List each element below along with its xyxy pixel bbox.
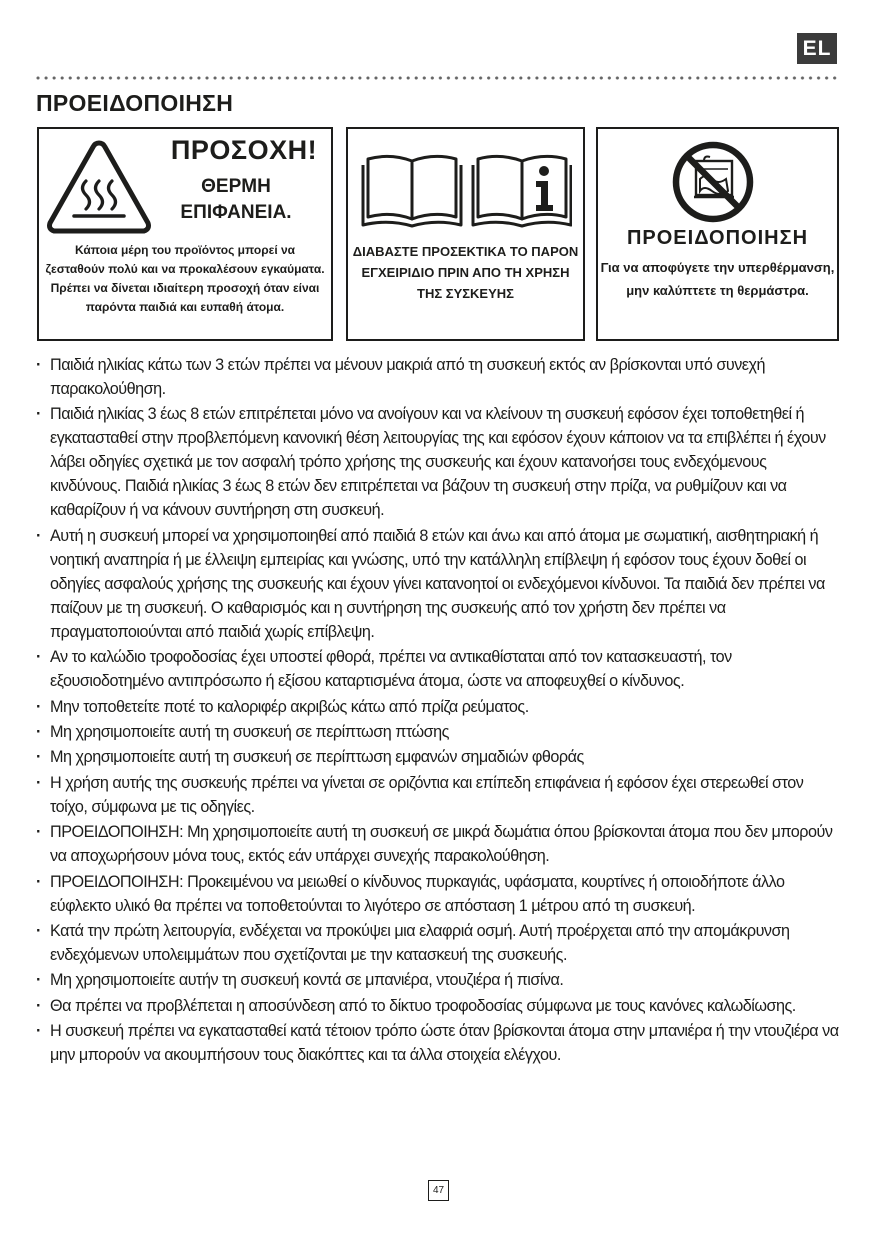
hot-surface-title: ΠΡΟΣΟΧΗ! <box>170 135 318 165</box>
warning-item: · Αν το καλώδιο τροφοδοσίας έχει υποστεί φθορά, πρέπει να αντικαθίσταται από τον κατασκευαστή, τον εξουσιοδοτημένο αντιπρόσωπο ή εξίσου καταρτισμένα άτομα, ώστε να αποφευχθεί ο κίνδυνος. <box>36 645 841 693</box>
do-not-cover-icon <box>670 139 756 225</box>
hot-surface-warning-icon <box>44 137 154 237</box>
hot-surface-subtitle <box>151 174 321 226</box>
do-not-cover-panel <box>596 127 839 341</box>
language-badge: EL <box>797 33 837 64</box>
warning-item: · Παιδιά ηλικίας κάτω των 3 ετών πρέπει να μένουν μακριά από τη συσκευή εκτός αν βρίσκονται υπό συνεχή παρακολούθηση. <box>36 353 841 401</box>
do-not-cover-title: ΠΡΟΕΙΔΟΠΟΙΗΣΗ <box>626 227 809 249</box>
page-title: ΠΡΟΕΙΔΟΠΟΙΗΣΗ <box>36 90 234 116</box>
warning-item: · ΠΡΟΕΙΔΟΠΟΙΗΣΗ: Μη χρησιμοποιείτε αυτή τη συσκευή σε μικρά δωμάτια όπου βρίσκονται άτομα που δεν μπορούν να αποχωρήσουν μόνα τους, εκτός εάν υπάρχει συνεχής παρακολούθηση. <box>36 820 841 868</box>
hot-surface-subtitle-line1: ΘΕΡΜΗ <box>201 176 271 197</box>
warning-item: · Θα πρέπει να προβλέπεται η αποσύνδεση από το δίκτυο τροφοδοσίας σύμφωνα με τους κανόνες καλωδίωσης. <box>36 994 841 1018</box>
page-number: 47 <box>428 1180 449 1201</box>
warning-item: · Η χρήση αυτής της συσκευής πρέπει να γίνεται σε οριζόντια και επίπεδη επιφάνεια ή εφόσον έχει στερεωθεί στον τοίχο, σύμφωνα με τις οδηγίες. <box>36 771 841 819</box>
warning-item: · Μη χρησιμοποιείτε αυτή τη συσκευή σε περίπτωση εμφανών σημαδιών φθοράς <box>36 745 841 769</box>
warning-item: · ΠΡΟΕΙΔΟΠΟΙΗΣΗ: Προκειμένου να μειωθεί ο κίνδυνος πυρκαγιάς, υφάσματα, κουρτίνες ή οποιοδήποτε άλλο εύφλεκτο υλικό θα πρέπει να τοποθετούνται το λιγότερο σε απόσταση 1 μέτρου από τη συσκευή. <box>36 870 841 918</box>
read-manual-panel <box>346 127 585 341</box>
warnings-list <box>36 353 841 1068</box>
warning-item: · Μην τοποθετείτε ποτέ το καλοριφέρ ακριβώς κάτω από πρίζα ρεύματος. <box>36 695 841 719</box>
hot-surface-subtitle-line2: ΕΠΙΦΑΝΕΙΑ. <box>180 202 292 223</box>
warning-item: · Παιδιά ηλικίας 3 έως 8 ετών επιτρέπεται μόνο να ανοίγουν και να κλείνουν τη συσκευή εφόσον έχει τοποθετηθεί ή εγκατασταθεί στην προβλεπόμενη κανονική θέση λειτουργίας της και εφόσον έχουν κάποιον να τα επιβλέπει ή έχουν λάβει οδηγίες σχετικά με τον ασφαλή τρόπο χρήσης της συσκευής και έχουν κατανοήσει τους ενδεχόμενους κινδύνους. Παιδιά ηλικίας 3 έως 8 ετών δεν επιτρέπεται να βάζουν τη συσκευή στην πρίζα, να ρυθμίζουν και να καθαρίζουν ή να κάνουν συντήρηση στη συσκευή. <box>36 402 841 522</box>
warning-item: · Η συσκευή πρέπει να εγκατασταθεί κατά τέτοιον τρόπο ώστε όταν βρίσκονται άτομα στην μπανιέρα ή την ντουζιέρα να μην μπορούν να ακουμπήσουν τους διακόπτες και τα άλλα στοιχεία ελέγχου. <box>36 1019 841 1067</box>
read-manual-text: ΔΙΑΒΑΣΤΕ ΠΡΟΣΕΚΤΙΚΑ ΤΟ ΠΑΡΟΝ ΕΓΧΕΙΡΙΔΙΟ ΠΡΙΝ ΑΠΟ ΤΗ ΧΡΗΣΗ ΤΗΣ ΣΥΣΚΕΥΗΣ <box>352 244 579 301</box>
warning-item: · Μη χρησιμοποιείτε αυτή τη συσκευή σε περίπτωση πτώσης <box>36 720 841 744</box>
hot-surface-text: Κάποια μέρη του προϊόντος μπορεί να ζεσταθούν πολύ και να προκαλέσουν εγκαύματα. Πρέπει να δίνεται ιδιαίτερη προσοχή όταν είναι παρόντα παιδιά και ευπαθή άτομα. <box>45 243 325 314</box>
warning-item: · Αυτή η συσκευή μπορεί να χρησιμοποιηθεί από παιδιά 8 ετών και άνω και από άτομα με σωματική, αισθητηριακή ή νοητική αναπηρία ή με έλλειψη εμπειρίας και γνώσης, υπό την κατάλληλη επίβλεψη ή εφόσον τους έχουν δοθεί οι οδηγίες ασφαλούς χρήσης της συσκευής και έχουν γίνει κατανοητοί οι ενδεχόμενοι κίνδυνοι. Τα παιδιά δεν πρέπει να παίζουν με τη συσκευή. Ο καθαρισμός και η συντήρηση της συσκευής από τον χρήστη δεν πρέπει να πραγματοποιούνται από παιδιά χωρίς επίβλεψη. <box>36 524 841 644</box>
warning-item: · Μη χρησιμοποιείτε αυτήν τη συσκευή κοντά σε μπανιέρα, ντουζιέρα ή πισίνα. <box>36 968 841 992</box>
do-not-cover-text: Για να αποφύγετε την υπερθέρμανση, μην καλύπτετε τη θερμάστρα. <box>600 260 835 298</box>
hot-surface-panel <box>37 127 333 341</box>
dotted-divider <box>34 76 839 80</box>
manual-book-icon <box>360 149 572 229</box>
warning-item: · Κατά την πρώτη λειτουργία, ενδέχεται να προκύψει μια ελαφριά οσμή. Αυτή προέρχεται από την απομάκρυνση ενδεχόμενων υπολειμμάτων που σχετίζονται με την κατασκευή της συσκευής. <box>36 919 841 967</box>
